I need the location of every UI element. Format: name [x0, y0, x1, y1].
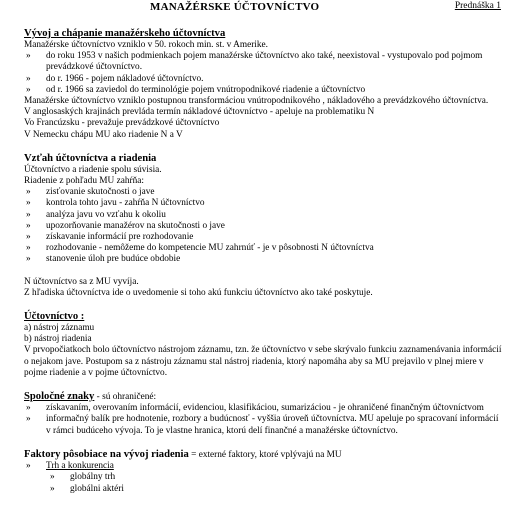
section-heading-factors	[24, 448, 504, 461]
section-title-factors: Faktory pôsobiace na vývoj riadenia	[24, 448, 189, 460]
sub-list-item: » globálni aktéri	[24, 484, 504, 495]
list-item: » do r. 1966 - pojem nákladové účtovníctvo.	[24, 74, 504, 85]
list-item: » stanovenie úloh pre budúce obdobie	[24, 254, 504, 265]
list-item: » získavanie informácií pre rozhodovanie	[24, 232, 504, 243]
paragraph: Účtovníctvo a riadenie spolu súvisia.	[24, 164, 162, 175]
list-item: » získavaním, overovaním informácií, evidenciou, klasifikáciou, sumarizáciou - je ohraničené finančným účtovníctvom	[24, 403, 504, 414]
section-title-accounting: Účtovníctvo :	[24, 311, 85, 323]
paragraph: b) nástroj riadenia	[24, 334, 92, 345]
list-item	[24, 461, 504, 472]
paragraph: Manažérske účtovníctvo vzniklo postupnou transformáciou vnútropodnikového , nákladového a prevádzkového účtovníctva.	[24, 96, 489, 107]
section-title-development: Vývoj a chápanie manažérskeho účtovníctva	[24, 28, 226, 39]
list-item: » zisťovanie skutočnosti o jave	[24, 187, 504, 198]
section-heading-common-features	[24, 390, 504, 403]
sub-list-item: » globálny trh	[24, 472, 504, 483]
section-title-suffix: = externé faktory, ktoré vplývajú na MU	[188, 449, 342, 460]
paragraph: Riadenie z pohľadu MU zahŕňa:	[24, 176, 144, 187]
paragraph: N účtovníctvo sa z MU vyvíja.	[24, 276, 139, 287]
list-item: » do roku 1953 v našich podmienkach pojem manažérske účtovníctvo ako také, neexistoval - vystupovalo pod pojmom prevádzkové účtovníctvo.	[24, 51, 504, 73]
paragraph: Manažérske účtovníctvo vzniklo v 50. rokoch min. st. v Amerike.	[24, 40, 268, 50]
paragraph: V Nemecku chápu MU ako riadenie N a V	[24, 129, 183, 140]
list-item: » rozhodovanie - nemôžeme do kompetencie MU zahrnúť - je v pôsobnosti N účtovníctva	[24, 243, 504, 254]
section-title-common-features: Spoločné znaky	[24, 391, 95, 403]
document-title: MANAŽÉRSKE ÚČTOVNÍCTVO	[150, 1, 320, 13]
paragraph: Z hľadiska účtovníctva ide o uvedomenie si toho akú funkciu účtovníctvo ako také poskytuje.	[24, 287, 373, 298]
section-title-suffix: - sú ohraničené:	[94, 392, 157, 403]
paragraph: V anglosaských krajinách prevláda termín nákladové účtovníctvo - apeluje na problematiku N	[24, 107, 375, 118]
list-item: » kontrola tohto javu - zahŕňa N účtovníctvo	[24, 198, 504, 209]
list-item: » informačný balík pre hodnotenie, rozbory a budúcnosť - vyššia úroveň účtovníctva. MU apeluje po spracovaní informácií v rámci budúceho vývoja. To je vlastne hranica, ktorú delí finančné a manažérske účtovníctvo.	[24, 414, 504, 436]
paragraph: Vo Francúzsku - prevažuje prevádzkové účtovníctvo	[24, 118, 220, 129]
lecture-label: Prednáška 1	[454, 1, 501, 11]
paragraph: V prvopočiatkoch bolo účtovníctvo nástrojom záznamu, tzn. že účtovníctvo v sebe skrývalo funkciu zaznamenávania informácií o nejakom jave. Postupom sa z nástroju záznamu stal nástroj riadenia, ktorý napomáha aby sa MU prejavilo v plnej miere v pojme riadenie a v pojme účtovníctvo.	[24, 345, 502, 378]
section-title-relationship: Vzťah účtovníctva a riadenia	[24, 152, 157, 164]
subsection-title: Trh a konkurencia	[46, 461, 114, 472]
document-body	[24, 27, 504, 495]
list-item: » analýza javu vo vzťahu k okoliu	[24, 210, 504, 221]
paragraph: a) nástroj záznamu	[24, 323, 95, 334]
list-item: » od r. 1966 sa zaviedol do terminológie pojem vnútropodnikové riadenie a účtovníctvo	[24, 85, 504, 96]
list-item: » upozorňovanie manažérov na skutočnosti o jave	[24, 221, 504, 232]
